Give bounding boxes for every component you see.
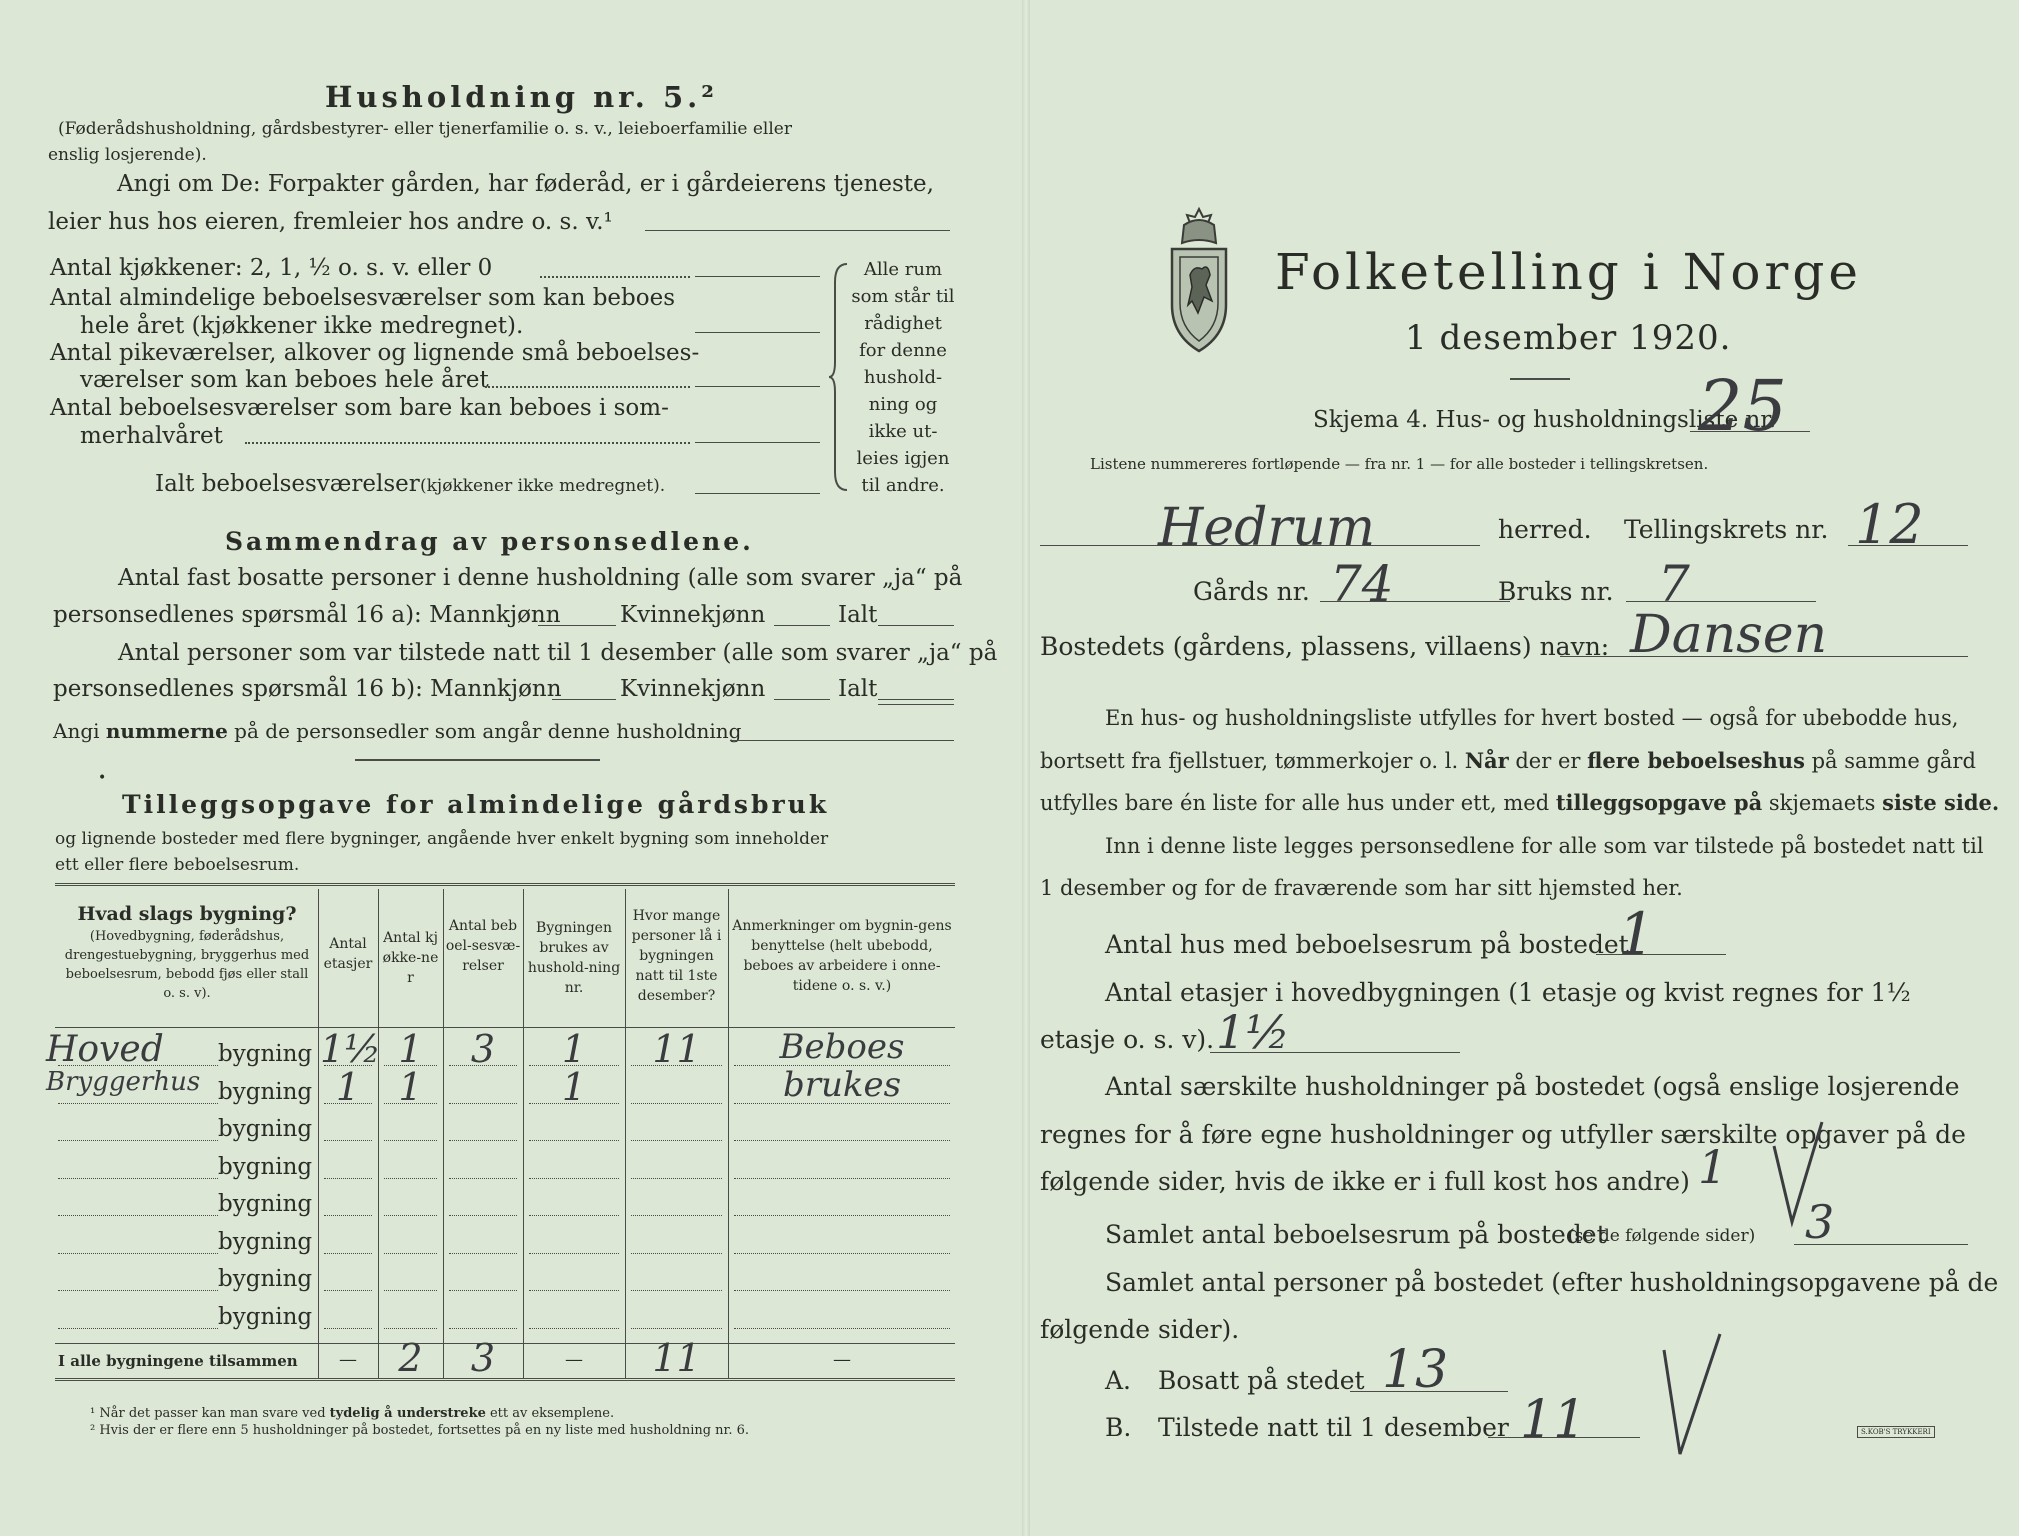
samlet-pers-line-1: Samlet antal personer på bostedet (efter husholdningsopgavene på de (1105, 1268, 1999, 1297)
table-bottom-rule (55, 1378, 955, 1381)
total-label: I alle bygningene tilsammen (58, 1352, 298, 1370)
row-cell-hush: 1 (561, 1027, 587, 1071)
row-name-dots (58, 1328, 218, 1329)
row-bygning-label: bygning (218, 1303, 313, 1330)
angi-fill-line[interactable] (645, 230, 950, 231)
para1-3-bold2: siste side. (1882, 790, 2000, 815)
para1-line-2 (1040, 748, 1976, 773)
row-name-dots (58, 1290, 218, 1291)
skjema-label: Skjema 4. Hus- og husholdningsliste nr. (1313, 407, 1777, 433)
herred-label: herred. (1498, 515, 1592, 544)
brace-note-line: for denne (859, 340, 947, 361)
coat-of-arms-icon (1158, 205, 1240, 355)
col0-title: Hvad slags bygning? (77, 903, 297, 925)
main-title: Folketelling i Norge (1275, 243, 1862, 301)
para1-2-pre: bortsett fra fjellstuer, tømmerkojer o. l. (1040, 749, 1465, 773)
col5-header: Hvor mange personer lå i bygningen natt til 1ste desember? (631, 908, 722, 1004)
ialt-note: (kjøkkener ikke medregnet). (420, 476, 666, 496)
gards-value: 74 (1330, 555, 1394, 613)
alm-line-2: hele året (kjøkkener ikke medregnet). (80, 313, 524, 339)
brace-note-line: rådighet (864, 313, 942, 334)
fast-line-2: personsedlenes spørsmål 16 a): Mannkjønn (53, 602, 561, 628)
fast-line-1: Antal fast bosatte personer i denne husholdning (alle som svarer „ja“ på (118, 565, 963, 591)
intro-paren-line-1: (Føderådshusholdning, gårdsbestyrer- eller tjenerfamilie o. s. v., leieboerfamilie eller (58, 119, 792, 139)
row-cell-dots (631, 1215, 722, 1216)
brace-note-line: ning og (868, 394, 938, 415)
row-cell-dots (631, 1328, 722, 1329)
table-col-line-4 (523, 889, 524, 1378)
tilstede-kvinne-label: Kvinnekjønn (620, 676, 766, 702)
ialt-fill-line[interactable] (695, 493, 820, 494)
row-cell-dots (324, 1215, 372, 1216)
antal-hus-line[interactable] (1596, 954, 1726, 955)
samlet-rum-note: (se de følgende sider) (1568, 1226, 1756, 1246)
row-building-name: Bryggerhus (46, 1066, 201, 1097)
brace-note-line: leies igjen (856, 448, 950, 469)
row-building-name: Hoved (46, 1029, 164, 1070)
tilstede-kvinne-fill[interactable] (774, 699, 830, 700)
row-cell-dots (734, 1140, 950, 1141)
brace-note-line: Alle rum (863, 259, 943, 280)
row-cell-dots (384, 1215, 437, 1216)
row-cell-rum: 3 (470, 1027, 496, 1071)
kjokken-dots (540, 276, 690, 278)
row-name-dots (58, 1178, 218, 1179)
row-bygning-label: bygning (218, 1078, 313, 1105)
fast-kvinne-fill[interactable] (774, 625, 830, 626)
samlet-rum-value: 3 (1805, 1195, 1835, 1249)
row-cell-kjokken: 1 (398, 1027, 423, 1071)
col6-header: Anmerkninger om bygnin-gens benyttelse (helt ubebodd, beboes av arbeidere i onne-tidene o. s. v.) (732, 918, 952, 994)
etasjer-line-1: Antal etasjer i hovedbygningen (1 etasje og kvist regnes for 1½ (1105, 978, 1911, 1007)
saerskilte-line-2: regnes for å føre egne husholdninger og utfyller særskilte opgaver på de (1040, 1120, 1966, 1149)
row-cell-dots (631, 1290, 722, 1291)
row-cell-dots (324, 1140, 372, 1141)
row-cell-dots (449, 1253, 517, 1254)
col0-header (58, 902, 316, 1003)
row-bygning-label: bygning (218, 1041, 313, 1067)
fast-ialt-label: Ialt (838, 602, 878, 628)
pike-fill-line[interactable] (695, 386, 820, 387)
brace-note (848, 256, 958, 499)
row-cell-dots (449, 1215, 517, 1216)
skjema-nr-value: 25 (1698, 365, 1788, 447)
table-col-line-5 (625, 889, 626, 1378)
section-divider (355, 759, 600, 761)
para1-2-bold2: flere beboelseshus (1587, 748, 1805, 773)
row-cell-dots (529, 1178, 619, 1179)
row-bygning-label: bygning (218, 1191, 313, 1217)
samlet-pers-line-2: følgende sider). (1040, 1315, 1240, 1344)
total-pers: 11 (652, 1336, 701, 1380)
table-col-line-2 (378, 889, 379, 1378)
bosted-label: Bostedets (gårdens, plassens, villaens) navn: (1040, 632, 1610, 661)
row-name-dots (58, 1253, 218, 1254)
row-cell-dots (324, 1290, 372, 1291)
row-bygning-label: bygning (218, 1153, 313, 1180)
row-name-dots (58, 1103, 218, 1104)
total-rum: 3 (470, 1336, 496, 1380)
row-cell-dots (529, 1290, 619, 1291)
row-cell-dots (449, 1140, 517, 1141)
angi-nummer-bold: nummerne (105, 719, 228, 743)
herred-value: Hedrum (1158, 498, 1376, 558)
row-cell-dots (449, 1290, 517, 1291)
antal-hus-value: 1 (1618, 900, 1655, 968)
row-cell-dots (384, 1253, 437, 1254)
brace-note-line: til andre. (861, 475, 945, 496)
row-cell-dots (324, 1178, 372, 1179)
row-cell-etasjer: 1 (335, 1064, 361, 1109)
row-bygning-label: bygning (218, 1116, 313, 1142)
checkmark-large-icon (1658, 1330, 1728, 1460)
row-cell-dots (734, 1328, 950, 1329)
row-cell-dots (449, 1103, 517, 1104)
alm-fill-line[interactable] (695, 332, 820, 333)
row-cell-dots (734, 1253, 950, 1254)
census-date: 1 desember 1920. (1405, 318, 1732, 358)
row-cell-dots (529, 1215, 619, 1216)
footnote-1-pre: ¹ Når det passer kan man svare ved (90, 1406, 330, 1421)
tilstede-ialt-label: Ialt (838, 676, 878, 702)
etasjer-line-2: etasje o. s. v). (1040, 1025, 1215, 1054)
sommer-fill-line[interactable] (695, 442, 820, 443)
row-cell-dots (384, 1178, 437, 1179)
row-bygning-label: bygning (218, 1266, 313, 1292)
row-cell-dots (631, 1140, 722, 1141)
row-cell-dots (631, 1103, 722, 1104)
tillegg-title: Tilleggsopgave for almindelige gårdsbruk (122, 790, 830, 819)
angi-line-2: leier hus hos eieren, fremleier hos andre o. s. v.¹ (48, 209, 613, 235)
pike-line-1: Antal pikeværelser, alkover og lignende små beboelses- (50, 340, 700, 366)
col2-header: Antal kjøkke-ner (382, 930, 439, 986)
listene-note: Listene nummereres fortløpende — fra nr. 1 — for alle bosteder i tellingskretsen. (1090, 455, 1709, 473)
a-label: A. (1105, 1366, 1132, 1395)
row-cell-anm: brukes (782, 1064, 902, 1105)
para1-3-pre: utfylles bare én liste for alle hus under ett, med (1040, 791, 1556, 815)
sommer-line-2: merhalvåret (80, 423, 223, 449)
row-cell-dots (384, 1328, 437, 1329)
bruks-label: Bruks nr. (1498, 577, 1614, 606)
sommer-line-1: Antal beboelsesværelser som bare kan beboes i som- (50, 395, 669, 421)
para1-line-3 (1040, 790, 1999, 815)
row-cell-dots (449, 1178, 517, 1179)
row-name-dots (58, 1140, 218, 1141)
para1-3-mid: skjemaets (1762, 791, 1883, 815)
total-kjokken: 2 (398, 1336, 423, 1380)
tilstede-line-1: Antal personer som var tilstede natt til 1 desember (alle som svarer „ja“ på (118, 640, 998, 666)
total-anm: — (833, 1349, 851, 1370)
b-value: 11 (1520, 1390, 1587, 1450)
angi-nummer-pre: Angi (53, 719, 106, 743)
row-cell-dots (734, 1178, 950, 1179)
alm-line-1: Antal almindelige beboelsesværelser som kan beboes (50, 285, 676, 311)
saerskilte-line-3: følgende sider, hvis de ikke er i full kost hos andre) (1040, 1167, 1690, 1196)
para2-line-1: Inn i denne liste legges personsedlene for alle som var tilstede på bostedet natt til (1105, 834, 1984, 858)
brace-note-line: hushold- (863, 367, 943, 388)
col4-header: Bygningen brukes av hushold-ning nr. (527, 920, 621, 996)
a-text: Bosatt på stedet (1158, 1366, 1365, 1395)
gards-label: Gårds nr. (1193, 577, 1310, 606)
tellingskrets-value: 12 (1855, 493, 1924, 556)
fast-kvinne-label: Kvinnekjønn (620, 602, 766, 628)
household-title: Husholdning nr. 5.² (325, 80, 718, 114)
footnote-1 (90, 1406, 614, 1421)
row-cell-dots (324, 1253, 372, 1254)
sommer-dots (245, 442, 690, 444)
col1-header: Antal etasjer (323, 936, 373, 972)
tellingskrets-label: Tellingskrets nr. (1624, 515, 1829, 544)
fast-ialt-fill[interactable] (878, 625, 954, 626)
row-cell-dots (384, 1140, 437, 1141)
row-cell-anm: Beboes (779, 1027, 905, 1067)
angi-nummer (53, 719, 741, 743)
pike-line-2: værelser som kan beboes hele året (80, 367, 489, 393)
total-etasjer: — (339, 1349, 357, 1370)
stray-dot: • (98, 770, 107, 786)
para1-line-1: En hus- og husholdningsliste utfylles for hvert bosted — også for ubebodde hus, (1105, 706, 1959, 730)
tilstede-ialt-fill[interactable] (878, 699, 954, 700)
para1-3-bold1: tilleggsopgave på (1555, 790, 1763, 815)
row-cell-dots (734, 1290, 950, 1291)
row-cell-kjokken: 1 (398, 1064, 423, 1109)
saerskilte-value: 1 (1698, 1140, 1728, 1194)
ialt-label: Ialt beboelsesværelser (155, 471, 420, 497)
row-cell-dots (384, 1290, 437, 1291)
b-label: B. (1105, 1413, 1132, 1442)
row-cell-hush: 1 (561, 1064, 587, 1109)
tilstede-mann-fill[interactable] (552, 699, 616, 700)
col3-header: Antal beboel-sesvæ-relser (445, 918, 521, 974)
tilstede-ialt-fill-2 (878, 704, 954, 705)
row-cell-etasjer: 1½ (320, 1027, 382, 1071)
bosted-value: Dansen (1630, 605, 1828, 665)
antal-hus-label: Antal hus med beboelsesrum på bostedet (1105, 930, 1629, 959)
row-cell-dots (631, 1178, 722, 1179)
row-bygning-label: bygning (218, 1228, 313, 1255)
row-cell-pers: 11 (652, 1027, 701, 1071)
brace-note-line: ikke ut- (868, 421, 938, 442)
row-name-dots (58, 1215, 218, 1216)
row-cell-dots (529, 1140, 619, 1141)
b-text: Tilstede natt til 1 desember (1158, 1413, 1509, 1442)
angi-nummer-fill[interactable] (730, 740, 954, 741)
para1-2-bold1: Når (1464, 748, 1509, 773)
para1-2-mid: der er (1508, 749, 1588, 773)
row-cell-dots (529, 1253, 619, 1254)
table-col-line-1 (318, 889, 319, 1378)
row-cell-dots (529, 1328, 619, 1329)
angi-nummer-post: på de personsedler som angår denne husholdning (227, 719, 742, 743)
printer-mark: S.KOB'S TRYKKERI (1857, 1426, 1935, 1438)
row-cell-dots (734, 1215, 950, 1216)
table-col-line-3 (443, 889, 444, 1378)
fast-mann-fill[interactable] (538, 625, 616, 626)
saerskilte-line-1: Antal særskilte husholdninger på bostedet (også enslige losjerende (1105, 1072, 1960, 1101)
bruks-value: 7 (1658, 555, 1690, 613)
page-fold (1022, 0, 1030, 1536)
samlet-rum-label: Samlet antal beboelsesrum på bostedet (1105, 1220, 1607, 1249)
kjokken-fill-line[interactable] (695, 276, 820, 277)
intro-paren-line-2: enslig losjerende). (48, 145, 207, 165)
col0-sub: (Hovedbygning, føderådshus, drengestuebygning, bryggerhus med beboelsesrum, bebodd fjøs eller stall o. s. v). (64, 929, 310, 1001)
footnote-2: ² Hvis der er flere enn 5 husholdninger på bostedet, fortsettes på en ny liste med husholdning nr. 6. (90, 1423, 750, 1438)
tillegg-line-2: ett eller flere beboelsesrum. (55, 855, 300, 875)
a-value: 13 (1382, 1340, 1449, 1400)
row-cell-dots (324, 1328, 372, 1329)
angi-line-1: Angi om De: Forpakter gården, har føderåd, er i gårdeierens tjeneste, (117, 171, 934, 197)
footnote-1-post: ett av eksemplene. (485, 1406, 615, 1421)
etasjer-value: 1½ (1216, 1005, 1290, 1059)
total-hush: — (565, 1349, 583, 1370)
row-cell-dots (449, 1328, 517, 1329)
pike-dots (485, 386, 690, 388)
tillegg-line-1: og lignende bosteder med flere bygninger, angående hver enkelt bygning som inneholder (55, 829, 829, 849)
brace-note-line: som står til (851, 286, 955, 307)
para1-2-post: på samme gård (1804, 749, 1976, 773)
tilstede-line-2: personsedlenes spørsmål 16 b): Mannkjønn (53, 676, 562, 702)
sammendrag-title: Sammendrag av personsedlene. (225, 527, 754, 556)
bruks-line[interactable] (1626, 601, 1816, 602)
footnote-1-bold: tydelig å understreke (329, 1406, 486, 1421)
table-col-line-6 (728, 889, 729, 1378)
table-top-rule (55, 883, 955, 886)
date-underline (1510, 378, 1570, 380)
kjokken-label: Antal kjøkkener: 2, 1, ½ o. s. v. eller 0 (50, 255, 493, 281)
para2-line-2: 1 desember og for de fraværende som har sitt hjemsted her. (1040, 876, 1683, 900)
right-page (1030, 0, 2019, 1536)
row-cell-dots (631, 1253, 722, 1254)
